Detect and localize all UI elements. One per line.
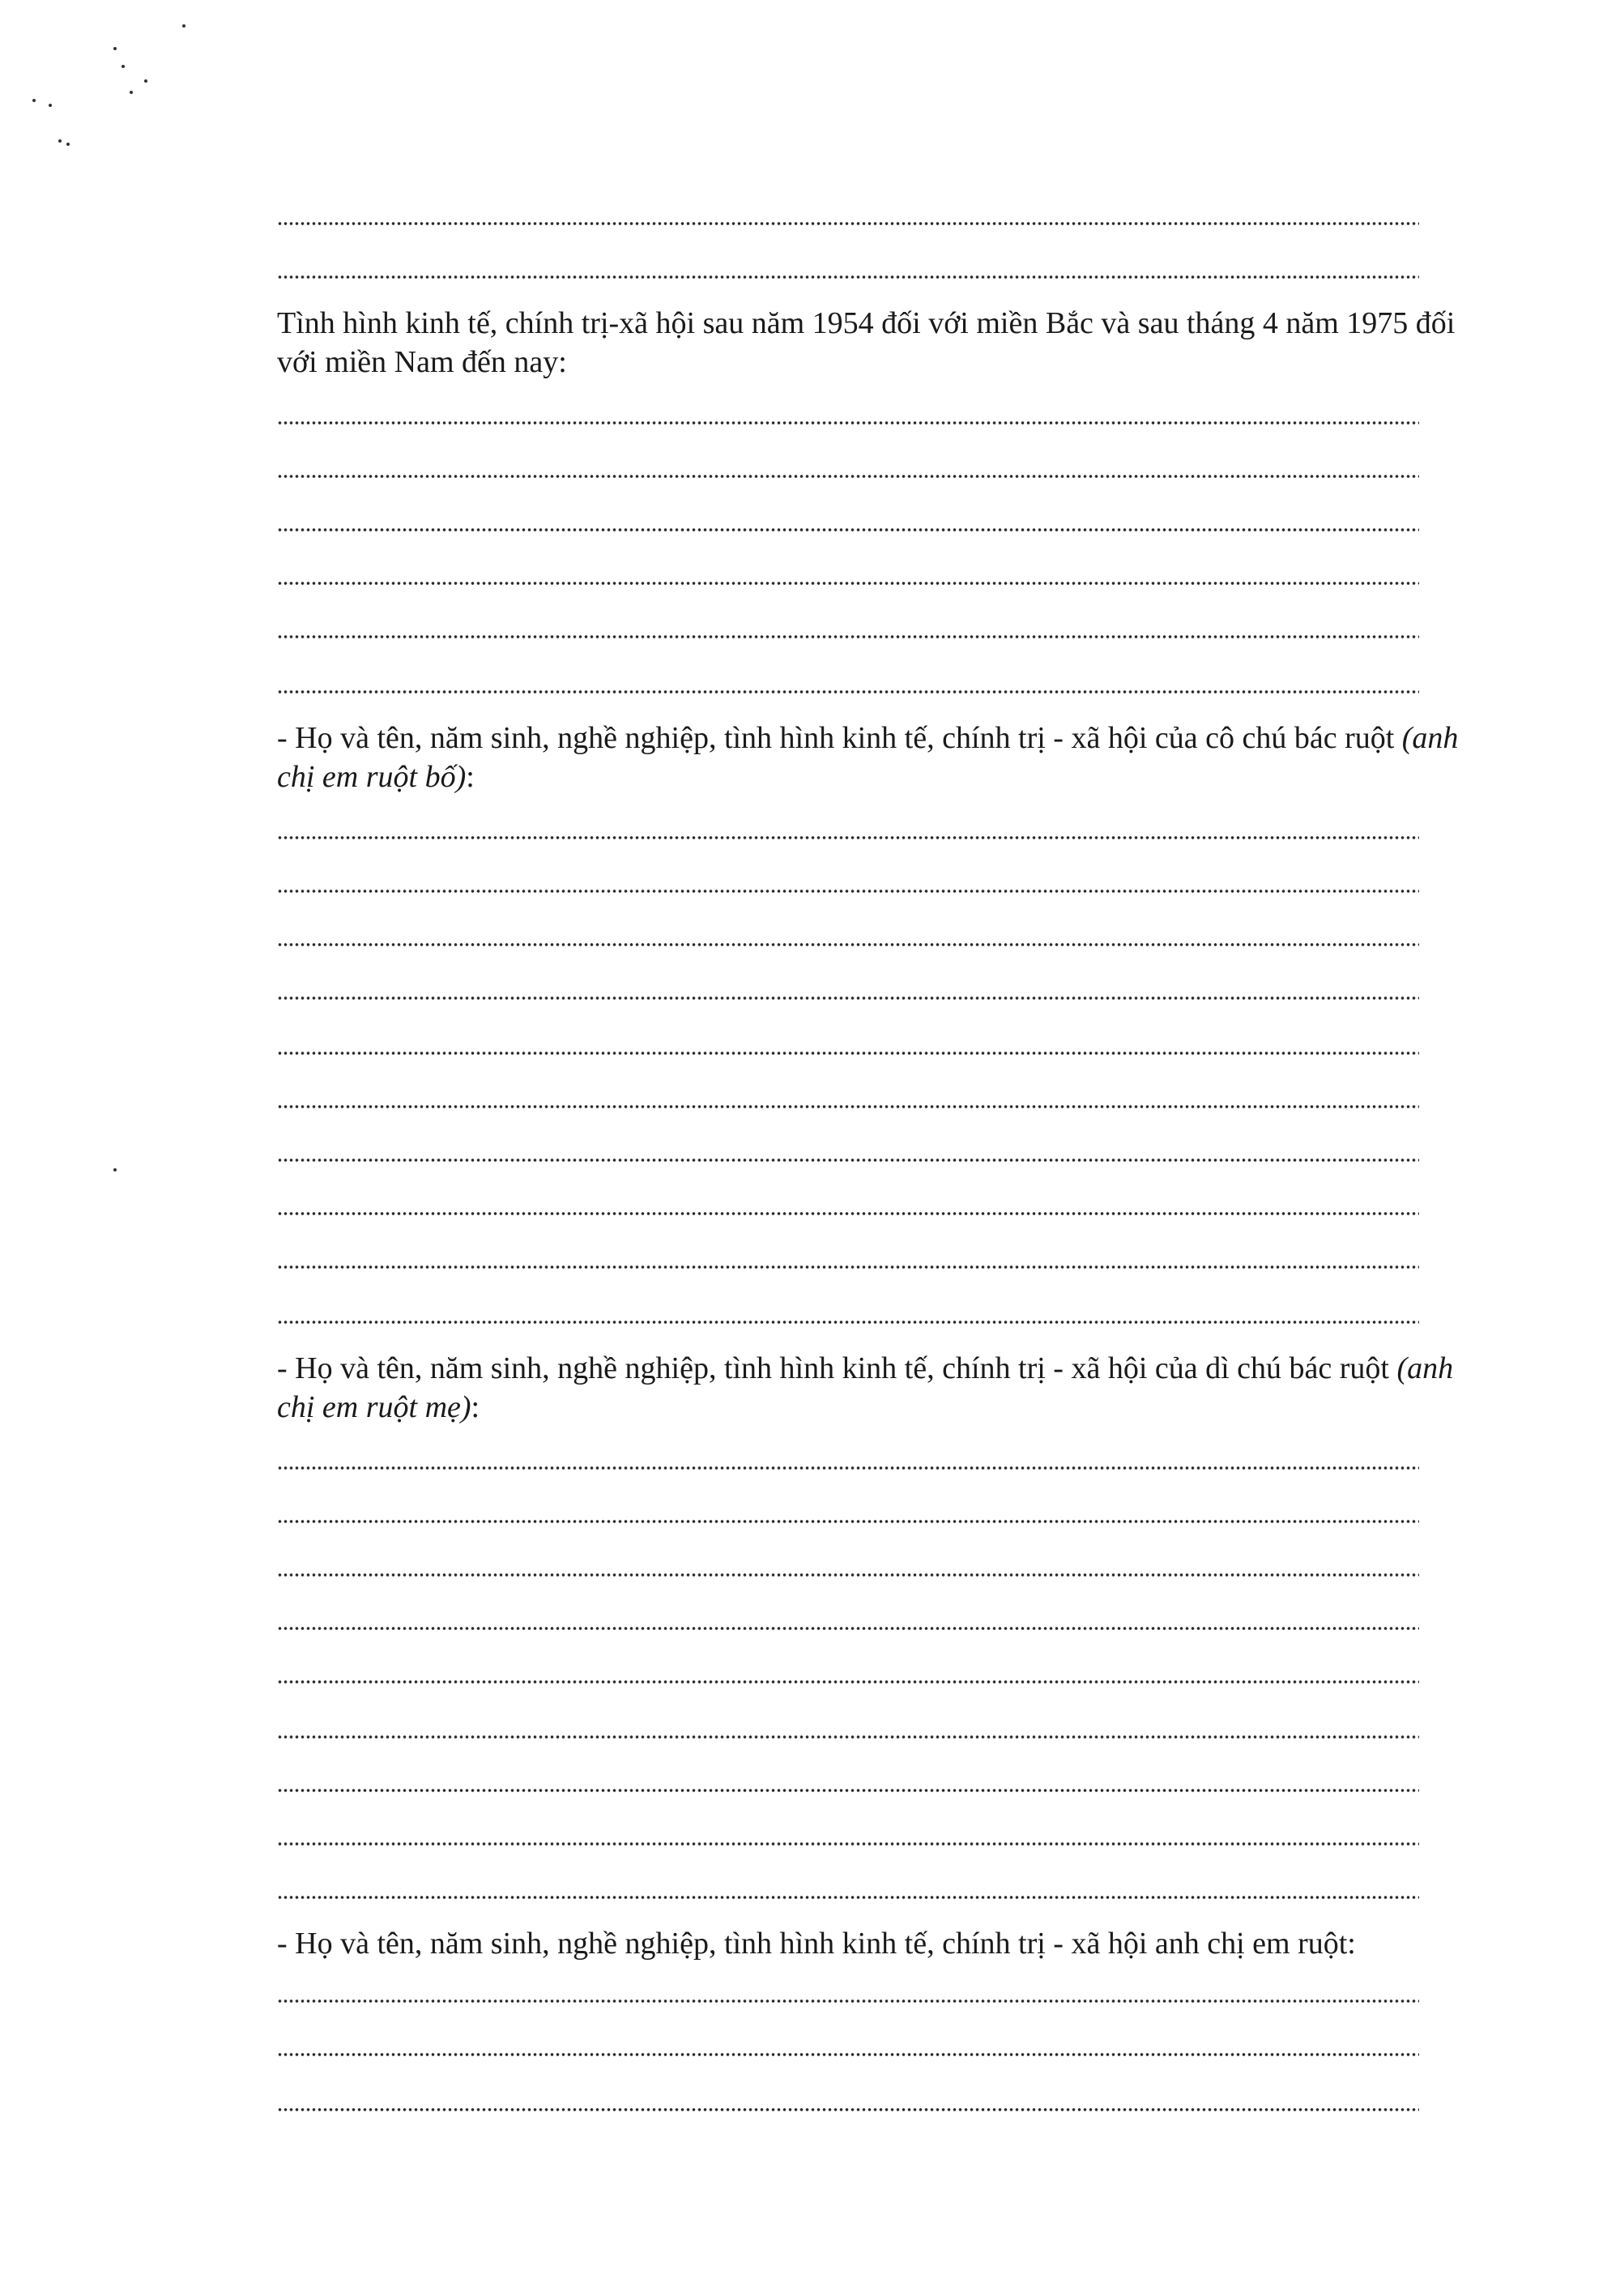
- section-4-heading-text: - Họ và tên, năm sinh, nghề nghiệp, tình hình kinh tế, chính trị - xã hội anh chị em ruột:: [277, 1927, 1356, 1961]
- scan-speck: [182, 24, 185, 28]
- fill-line[interactable]: [277, 1999, 1419, 2003]
- fill-line[interactable]: [277, 890, 1419, 893]
- section-3-heading-note: (anh chị em ruột mẹ): [277, 1351, 1454, 1424]
- section-3-heading-suffix: :: [471, 1390, 480, 1424]
- fill-line[interactable]: [277, 1321, 1419, 1324]
- section-1-heading-text: Tình hình kinh tế, chính trị-xã hội sau năm 1954 đối với miền Bắc và sau tháng 4 năm 1975 đối với miền Nam đến nay:: [277, 306, 1456, 379]
- scan-speck: [66, 143, 70, 146]
- section-2-heading-suffix: :: [466, 760, 475, 794]
- fill-line[interactable]: [277, 996, 1419, 1000]
- fill-line[interactable]: [277, 1466, 1419, 1470]
- scan-speck: [32, 99, 36, 102]
- section-1-heading: [277, 304, 1492, 382]
- section-2-heading: [277, 719, 1492, 796]
- fill-line[interactable]: [277, 1573, 1419, 1577]
- section-4-heading: [277, 1924, 1492, 1963]
- fill-line[interactable]: [277, 2108, 1419, 2111]
- section-3-heading-text: - Họ và tên, năm sinh, nghề nghiệp, tình hình kinh tế, chính trị - xã hội của dì chú bác ruột: [277, 1351, 1397, 1385]
- fill-line[interactable]: [277, 275, 1419, 279]
- fill-line[interactable]: [277, 690, 1419, 693]
- section-2-heading-text: - Họ và tên, năm sinh, nghề nghiệp, tình hình kinh tế, chính trị - xã hội của cô chú bác ruột: [277, 721, 1402, 755]
- fill-line[interactable]: [277, 1789, 1419, 1792]
- scan-speck: [130, 91, 133, 94]
- fill-line[interactable]: [277, 943, 1419, 946]
- fill-line[interactable]: [277, 528, 1419, 531]
- fill-line[interactable]: [277, 1265, 1419, 1269]
- fill-line[interactable]: [277, 2053, 1419, 2056]
- fill-line[interactable]: [277, 1159, 1419, 1162]
- scan-speck: [58, 139, 62, 143]
- fill-line[interactable]: [277, 1520, 1419, 1523]
- fill-line[interactable]: [277, 1680, 1419, 1684]
- fill-line[interactable]: [277, 635, 1419, 638]
- scan-speck: [49, 104, 52, 107]
- section-3-heading: [277, 1349, 1492, 1427]
- fill-line[interactable]: [277, 222, 1419, 225]
- scan-speck: [144, 79, 147, 83]
- fill-line[interactable]: [277, 1735, 1419, 1739]
- fill-line[interactable]: [277, 582, 1419, 585]
- fill-line[interactable]: [277, 836, 1419, 839]
- fill-line[interactable]: [277, 421, 1419, 425]
- fill-line[interactable]: [277, 1842, 1419, 1846]
- scan-speck: [113, 1168, 117, 1171]
- fill-line[interactable]: [277, 1627, 1419, 1630]
- fill-line[interactable]: [277, 1052, 1419, 1055]
- scan-speck: [113, 47, 117, 50]
- fill-line[interactable]: [277, 1105, 1419, 1108]
- fill-line[interactable]: [277, 475, 1419, 478]
- fill-line[interactable]: [277, 1896, 1419, 1899]
- scan-speck: [122, 65, 125, 68]
- section-2-heading-note: (anh chị em ruột bố): [277, 721, 1459, 794]
- fill-line[interactable]: [277, 1212, 1419, 1215]
